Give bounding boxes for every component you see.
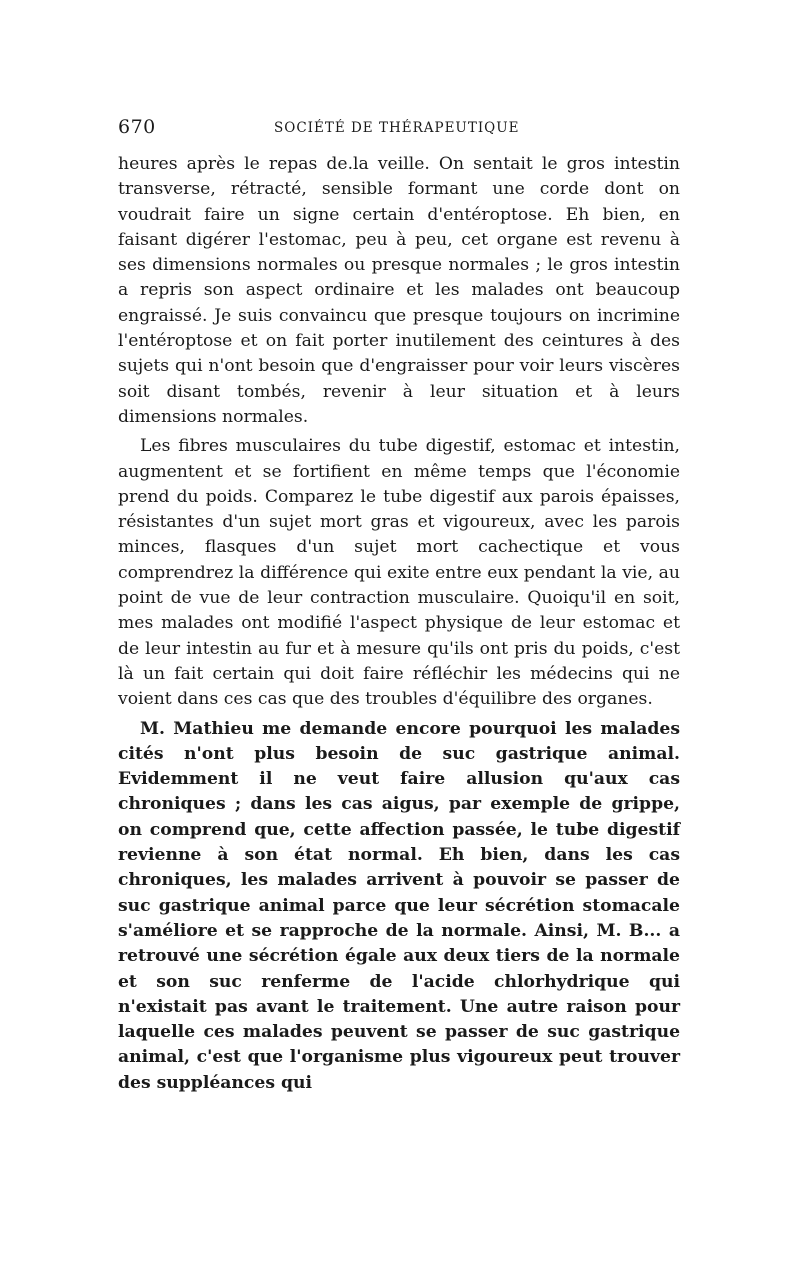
paragraph-muscle-fibres: Les fibres musculaires du tube digestif, estomac et intestin, augmentent et se fortifient en même temps que l'économie prend du poids. Comparez le tube digestif aux parois épaisses, résistantes d'un sujet mort gras et vigoureux, avec les parois minces, flasques d'un sujet mort cachectique et vous comprendrez la différence qui exite entre eux pendant la vie, au point de vue de leur contraction musculaire. Quoiqu'il en soit, mes malades ont modifié l'aspect physique de leur estomac et de leur intestin au fur et à mesure qu'ils ont pris du poids, c'est là un fait certain qui doit faire réfléchir les médecins qui ne voient dans ces cas que des troubles d'équilibre des organes. (118, 436, 680, 710)
paragraph-mathieu-reply: M. Mathieu me demande encore pourquoi les malades cités n'ont plus besoin de suc gastrique animal. Evidemment il ne veut faire allusion qu'aux cas chroniques ; dans les cas aigus, par exemple de grippe, on comprend que, cette affection passée, le tube digestif revienne à son état normal. Eh bien, dans les cas chroniques, les malades arrivent à pouvoir se passer de suc gastrique animal parce que leur sécrétion stomacale s'améliore et se rapproche de la normale. Ainsi, M. B... a retrouvé une sécrétion égale aux deux tiers de la normale et son suc renferme de l'acide chlorhydrique qui n'existait pas avant le traitement. Une autre raison pour laquelle ces malades peuvent se passer de suc gastrique animal, c'est que l'organisme plus vigoureux peut trouver des suppléances qui (118, 718, 680, 1093)
running-title: SOCIÉTÉ DE THÉRAPEUTIQUE (274, 120, 520, 136)
page-header (118, 116, 680, 144)
paragraph-continuation: heures après le repas de.la veille. On sentait le gros intestin transverse, rétracté, sensible formant une corde dont on voudrait faire un signe certain d'entéroptose. Eh bien, en faisant digérer l'estomac, peu à peu, cet organe est revenu à ses dimensions normales ou presque normales ; le gros intestin a repris son aspect ordinaire et les malades ont beaucoup engraissé. Je suis convaincu que presque toujours on incrimine l'entéroptose et on fait porter inutilement des ceintures à des sujets qui n'ont besoin que d'engraisser pour voir leurs viscères soit disant tombés, revenir à leur situation et à leurs dimensions normales. (118, 154, 680, 427)
body-text (118, 152, 680, 1096)
page-number: 670 (118, 116, 156, 138)
